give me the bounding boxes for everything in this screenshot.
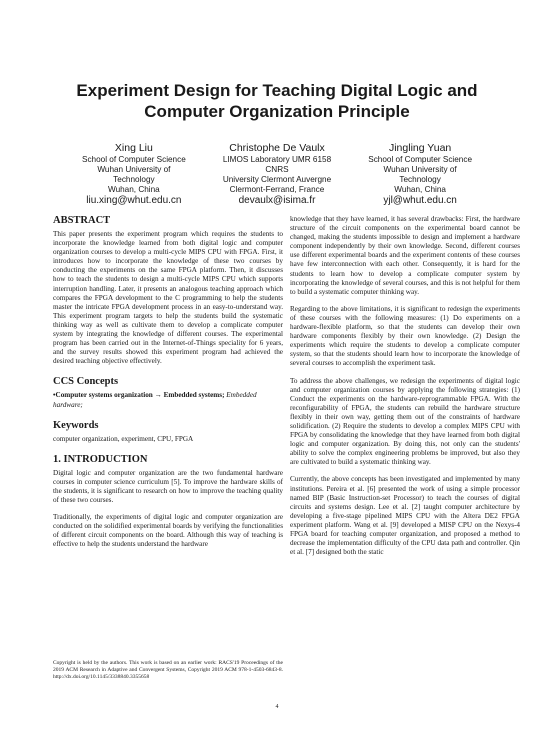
author-name: Xing Liu xyxy=(114,142,153,154)
author-email[interactable]: devaulx@isima.fr xyxy=(238,195,316,206)
author-affiliation: LIMOS Laboratory UMR 6158 xyxy=(222,155,332,164)
author-affiliation: Technology xyxy=(399,175,441,184)
right-paragraph-1: knowledge that they have learned, it has several drawbacks: First, the hardware structure of the circuit components on the experimental board cannot be changed, making the students impossible to design and implement a hardware component independently by their own knowledge. Second, different courses use different experimental boards and the experiment contents of these courses have few interconnection with each other. Consequently, it is hard for the students to learn how to develop a complicate computer system by incorporating the knowledge of several courses, and this is not helpful for them to build a systematic computer thinking way. xyxy=(290,215,520,296)
ccs-main: •Computer systems organization → Embedded systems; xyxy=(53,391,225,400)
author-email[interactable]: liu.xing@whut.edu.cn xyxy=(86,195,182,206)
author-2 xyxy=(223,142,331,207)
author-3 xyxy=(368,142,472,207)
author-email[interactable]: yjl@whut.edu.cn xyxy=(383,195,457,206)
author-affiliation: CNRS xyxy=(265,165,289,174)
author-name: Jingling Yuan xyxy=(388,142,452,154)
ccs-concepts xyxy=(53,391,283,409)
author-affiliation: Wuhan University of xyxy=(383,165,457,174)
left-column xyxy=(53,215,283,549)
page-number: 4 xyxy=(275,704,279,710)
intro-paragraph-2: Traditionally, the experiments of digital logic and computer organization are conducted on the solidified experimental boards by verifying the functionalities of different circuit components on the board. Although this way of teaching is effective to help the students understand the hardware xyxy=(53,513,283,549)
author-affiliation: University Clermont Auvergne xyxy=(222,175,332,184)
intro-paragraph-1: Digital logic and computer organization are the two fundamental hardware courses in computer science curriculum [5]. To improve the hardware skills of the students, it is significant to research on how to improve the teaching quality of these two courses. xyxy=(53,468,283,504)
keywords-text: computer organization, experiment, CPU, FPGA xyxy=(53,434,194,443)
author-affiliation: Technology xyxy=(113,175,155,184)
abstract-heading: ABSTRACT xyxy=(53,215,111,226)
author-affiliation: School of Computer Science xyxy=(82,155,186,164)
author-affiliation: Clermont-Ferrand, France xyxy=(229,185,325,194)
author-name: Christophe De Vaulx xyxy=(229,142,325,154)
abstract-text: This paper presents the experiment program which requires the students to incorporate the knowledge learned from both digital logic and computer organization courses to develop a multi-cycle MIPS CPU with FPGA. First, it introduces how to incorporate the knowledge of these two courses by conducting the experiments on the same FPGA platform. Then, it discusses how to teach the students to design a multi-cycle MIPS CPU which supports interruption handling. Later, it presents an analogous teaching approach which compares the FPGA development to the C programming to help the students master the intricate FPGA development process in an easy-to-understand way. This experiment program targets to help the students build the systematic thinking way as well as cultivate them to develop a complicate computer system by integrating the knowledge of different courses. The experimental program has been carried out in the Internet-of-Things speciality for 6 years, and the survey results showed this experiment program had achieved the desired teaching objective effectively. xyxy=(53,230,283,366)
right-paragraph-4: Currently, the above concepts has been investigated and implemented by many institutions. Pereira et al. [6] presented the work of using a simple processor named BIP (Basic Instruction-set Processor) to teach the courses of digital circuits and systems design. Lee et al. [2] taught computer architecture by developing a five-stage pipelined MIPS CPU with the Altera DE2 FPGA experiment platform. Wang et al. [9] developed a MISP CPU on the Nexys-4 FPGA board for teaching computer organization, and proposed a method to decrease the implementation difficulty of the CPU data path and controller. Qin et al. [7] designed both the static xyxy=(290,475,520,557)
copyright-notice: Copyright is held by the authors. This work is based on an earlier work: RACS'19 Proceedings of the 2019 ACM Research in Adaptive and Convergent Systems, Copyright 2019 ACM 978-1-4503-6843-8. http://dx.doi.org/10.1145/3338840.3355658 xyxy=(53,660,283,680)
author-affiliation: Wuhan, China xyxy=(108,185,160,194)
author-affiliation: Wuhan, China xyxy=(394,185,446,194)
title-line-1: Experiment Design for Teaching Digital Logic and xyxy=(76,81,478,100)
right-paragraph-2: Regarding to the above limitations, it is significant to redesign the experiments of these courses with the following measures: (1) Do experiments on a hardware-flexible platform, so that the students can develop their own hardware components flexibly by their own knowledge. (2) Design the experiments which require the students to develop a complicate computer system, so that the students should learn how to incorporate the knowledge of several courses to accomplish the experiment task. xyxy=(290,304,520,368)
author-block xyxy=(82,142,472,207)
title-line-2: Computer Organization Principle xyxy=(144,102,410,121)
introduction-heading: 1. INTRODUCTION xyxy=(53,453,148,465)
right-paragraph-3: To address the above challenges, we redesign the experiments of digital logic and computer organization courses by applying the following strategies: (1) Conduct the experiments on the hardware-reprogrammable FPGA. With the reconfigurability of FPGA, the students can rebuild the hardware structure flexibly in their own way, getting them out of the constraints of hardware solidification. (2) Require the students to develop a complex MIPS CPU with FPGA by consolidating the knowledge that they have learned from both digital logic and computer organization. By doing this, not only can the students' ability to solve the complex engineering problems be improved, but also they are cultivated to build a systematic thinking way. xyxy=(290,376,520,467)
paper-title xyxy=(40,80,514,122)
author-affiliation: School of Computer Science xyxy=(368,155,472,164)
keywords-heading: Keywords xyxy=(53,419,99,431)
author-affiliation: Wuhan University of xyxy=(97,165,171,174)
right-column xyxy=(290,215,520,557)
ccs-sub: Embedded hardware; xyxy=(53,391,257,409)
ccs-heading: CCS Concepts xyxy=(53,376,119,388)
author-1 xyxy=(82,142,186,207)
